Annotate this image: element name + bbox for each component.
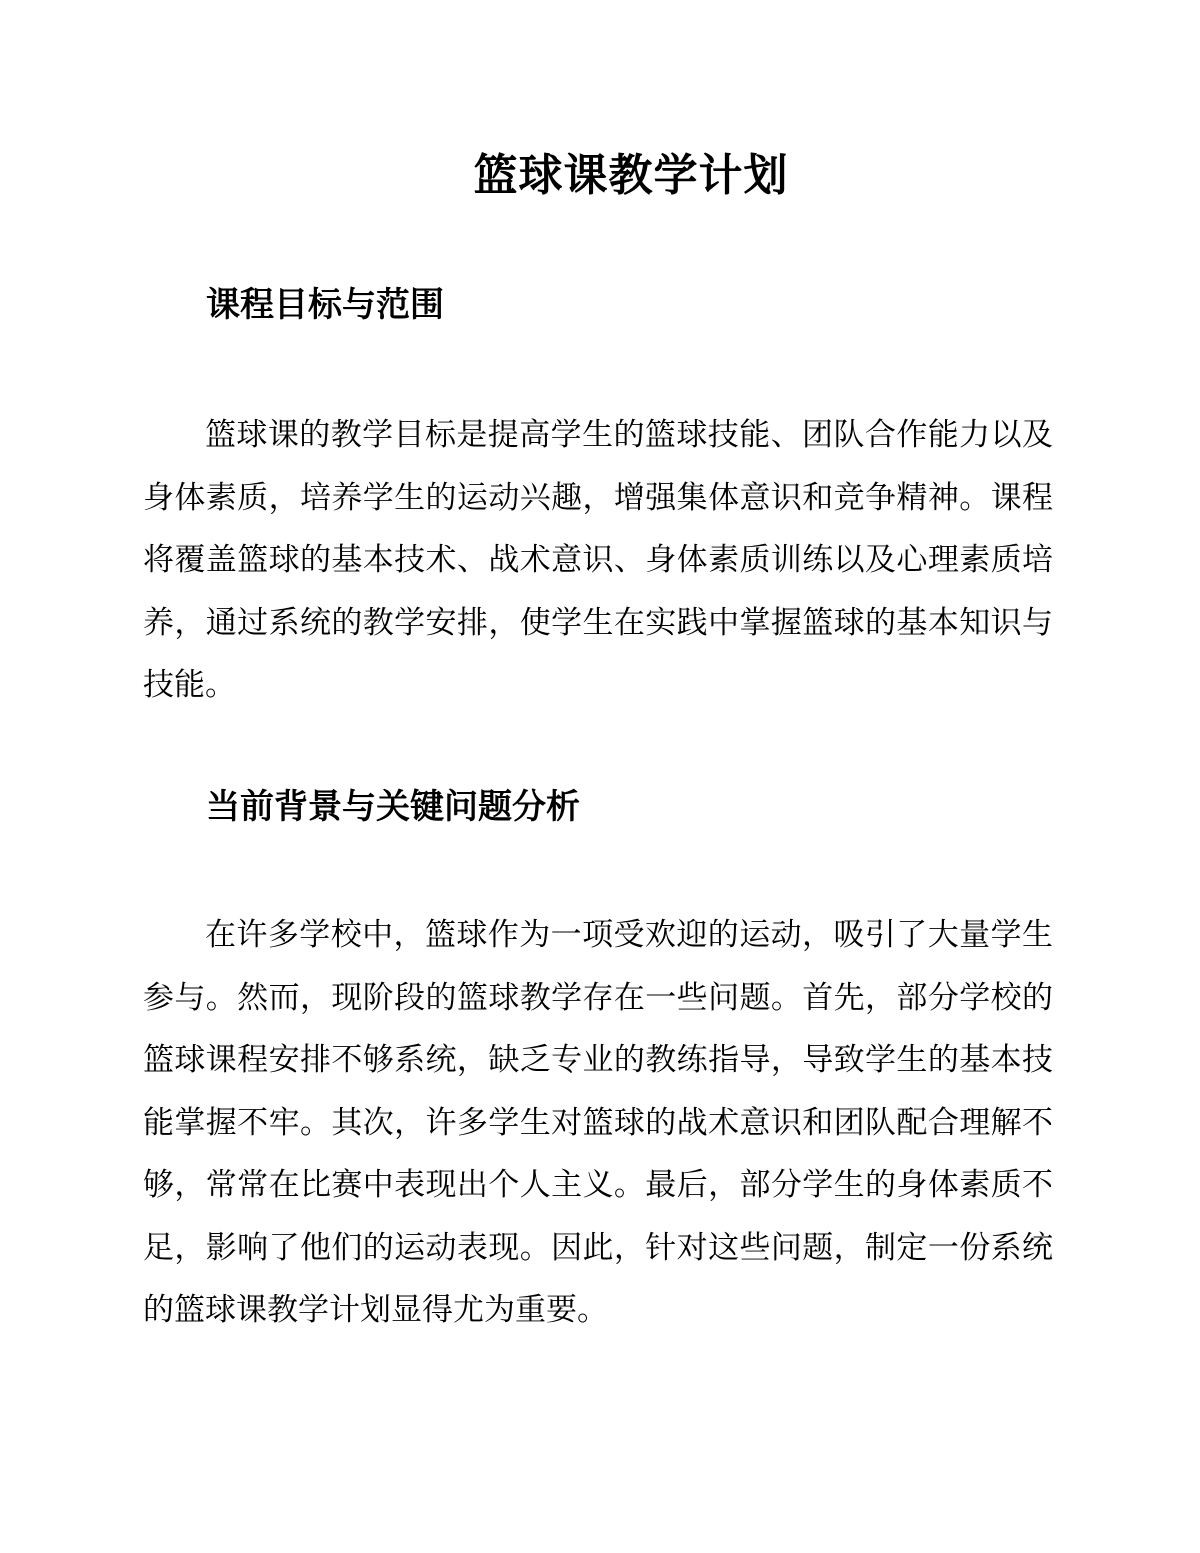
section-body-background: 在许多学校中，篮球作为一项受欢迎的运动，吸引了大量学生参与。然而，现阶段的篮球教学存在一些问题。首先，部分学校的篮球课程安排不够系统，缺乏专业的教练指导，导致学生的基本技能掌握不牢。其次，许多学生对篮球的战术意识和团队配合理解不够，常常在比赛中表现出个人主义。最后，部分学生的身体素质不足，影响了他们的运动表现。因此，针对这些问题，制定一份系统的篮球课教学计划显得尤为重要。 xyxy=(143,917,1053,1328)
document-title: 篮球课教学计划 xyxy=(473,150,789,201)
section-heading-background: 当前背景与关键问题分析 xyxy=(206,787,580,827)
section-body-goals: 篮球课的教学目标是提高学生的篮球技能、团队合作能力以及身体素质，培养学生的运动兴趣，增强集体意识和竞争精神。课程将覆盖篮球的基本技术、战术意识、身体素质训练以及心理素质培养，通过系统的教学安排，使学生在实践中掌握篮球的基本知识与技能。 xyxy=(143,417,1053,703)
section-heading-goals: 课程目标与范围 xyxy=(206,285,444,325)
